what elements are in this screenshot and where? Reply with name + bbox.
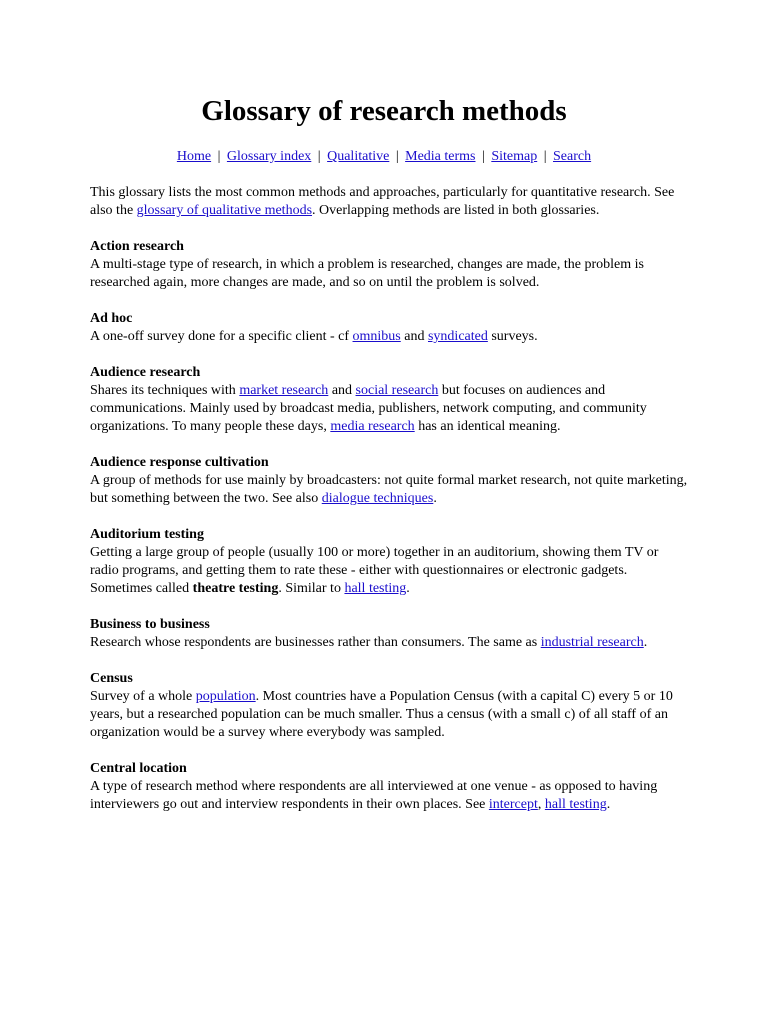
entry-term: Central location [90, 761, 187, 776]
nav-media-terms-link[interactable]: Media terms [405, 149, 476, 164]
glossary-entry-audience-research [90, 364, 690, 436]
definition-text: , [537, 797, 545, 812]
definition-text: . Most countries have a Population Census (with a capital C) every 5 or 10 years, but a researched population can be much smaller. Thus a census (with a small c) of all staff of an organization would be a survey where everybody was sampled. [90, 689, 673, 740]
entry-term: Census [90, 671, 133, 686]
definition-text: A multi-stage type of research, in which a problem is researched, changes are made, the problem is researched again, more changes are made, and so on until the problem is solved. [90, 257, 644, 290]
entry-term: Business to business [90, 617, 210, 632]
entry-term: Ad hoc [90, 311, 133, 326]
intro-text: . Overlapping methods are listed in both glossaries. [312, 203, 600, 218]
definition-text: . [433, 491, 437, 506]
definition-text: A type of research method where respondents are all interviewed at one venue - as opposed to having interviewers go out and interview respondents in their own places. See [90, 779, 658, 812]
definition-text: . [406, 581, 410, 596]
glossary-entry-audience-response-cultivation [90, 454, 690, 508]
nav-home-link[interactable]: Home [176, 149, 212, 164]
nav-sitemap-link[interactable]: Sitemap [491, 149, 538, 164]
definition-text: . Similar to [278, 581, 345, 596]
definition-text: Shares its techniques with [90, 383, 240, 398]
nav-separator: | [217, 149, 221, 164]
glossary-entry-auditorium-testing [90, 526, 690, 598]
entry-definition [90, 472, 690, 508]
definition-text: . [606, 797, 611, 812]
market-research-link[interactable]: market research [239, 383, 329, 398]
entry-definition [90, 382, 690, 436]
nav-glossary-index-link[interactable]: Glossary index [226, 149, 312, 164]
page-title: Glossary of research methods [201, 95, 567, 127]
nav-separator: | [317, 149, 321, 164]
entry-term: Audience response cultivation [90, 455, 269, 470]
omnibus-link[interactable]: omnibus [352, 329, 401, 344]
definition-text: Survey of a whole [90, 689, 196, 704]
theatre-testing-term: theatre testing [192, 581, 279, 596]
glossary-entry-ad-hoc [90, 310, 690, 346]
entry-definition [90, 256, 690, 292]
definition-text: and [400, 329, 428, 344]
qualitative-glossary-link[interactable]: glossary of qualitative methods [136, 203, 313, 218]
dialogue-techniques-link[interactable]: dialogue techniques [321, 491, 434, 506]
media-research-link[interactable]: media research [330, 419, 415, 434]
definition-text: has an identical meaning. [414, 419, 561, 434]
definition-text: . [643, 635, 648, 650]
definition-text: A one-off survey done for a specific client - cf [90, 329, 353, 344]
intro-paragraph [90, 184, 690, 220]
nav-separator: | [482, 149, 485, 164]
entry-definition [90, 688, 690, 742]
entry-term: Auditorium testing [90, 527, 204, 542]
hall-testing-link[interactable]: hall testing [344, 581, 407, 596]
nav-separator: | [395, 149, 399, 164]
syndicated-link[interactable]: syndicated [427, 329, 488, 344]
definition-text: Research whose respondents are businesses rather than consumers. The same as [90, 635, 541, 650]
glossary-entry-action-research [90, 238, 690, 292]
entry-definition [90, 544, 690, 598]
definition-text: Getting a large group of people (usually 100 or more) together in an auditorium, showing them TV or radio programs, and getting them to rate these - either with questionnaires or electronic gadgets. Sometimes called [90, 545, 659, 596]
nav-qualitative-link[interactable]: Qualitative [327, 149, 390, 164]
entry-definition [90, 778, 690, 814]
definition-text: and [328, 383, 356, 398]
glossary-entry-census [90, 670, 690, 742]
entry-term: Audience research [90, 365, 201, 380]
glossary-entry-central-location [90, 760, 690, 814]
glossary-entry-business-to-business [90, 616, 690, 652]
nav-separator: | [543, 149, 547, 164]
population-link[interactable]: population [195, 689, 256, 704]
hall-testing-link[interactable]: hall testing [544, 797, 607, 812]
entry-definition [90, 634, 690, 652]
nav-bar [0, 148, 768, 166]
entry-term: Action research [90, 239, 184, 254]
intro-text: This glossary lists the most common methods and approaches, particularly for quantitative research. See also the [90, 185, 675, 218]
entry-definition [90, 328, 690, 346]
definition-text: A group of methods for use mainly by broadcasters: not quite formal market research, not quite marketing, but something between the two. See also [90, 473, 688, 506]
nav-search-link[interactable]: Search [553, 149, 592, 164]
definition-text: surveys. [487, 329, 538, 344]
glossary-content [90, 184, 690, 832]
industrial-research-link[interactable]: industrial research [540, 635, 644, 650]
definition-text: but focuses on audiences and communications. Mainly used by broadcast media, publishers, network computing, and community organizations. To many people these days, [90, 383, 647, 434]
intercept-link[interactable]: intercept [488, 797, 538, 812]
social-research-link[interactable]: social research [355, 383, 439, 398]
